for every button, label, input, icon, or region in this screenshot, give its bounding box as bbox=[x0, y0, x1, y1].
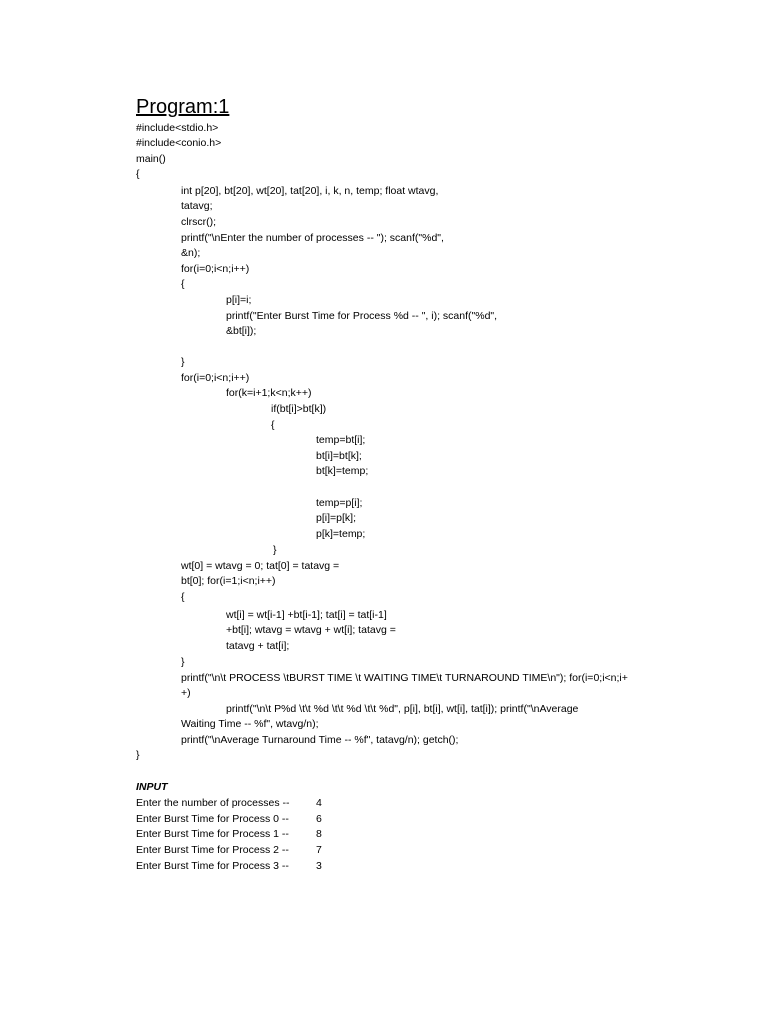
code-line: clrscr(); bbox=[181, 216, 216, 228]
input-row-value: 8 bbox=[316, 828, 322, 840]
code-line: #include<stdio.h> bbox=[136, 122, 219, 134]
code-line: p[i]=i; bbox=[226, 294, 252, 306]
code-line: main() bbox=[136, 153, 166, 165]
code-line: tatavg; bbox=[181, 200, 213, 212]
input-row-value: 3 bbox=[316, 860, 322, 872]
code-line: } bbox=[181, 356, 185, 368]
code-line: temp=p[i]; bbox=[316, 497, 363, 509]
code-line: +) bbox=[181, 687, 191, 699]
code-line: { bbox=[271, 419, 275, 431]
code-line: { bbox=[181, 591, 185, 603]
code-line: #include<conio.h> bbox=[136, 137, 222, 149]
code-line: for(i=0;i<n;i++) bbox=[181, 263, 250, 275]
code-line: &n); bbox=[181, 247, 201, 259]
code-line: +bt[i]; wtavg = wtavg + wt[i]; tatavg = bbox=[226, 624, 396, 636]
code-line: tatavg + tat[i]; bbox=[226, 640, 290, 652]
code-line: bt[k]=temp; bbox=[316, 465, 369, 477]
input-row-label: Enter Burst Time for Process 2 -- bbox=[136, 844, 289, 856]
code-line: } bbox=[136, 749, 140, 761]
input-row-label: Enter Burst Time for Process 0 -- bbox=[136, 813, 289, 825]
input-row-label: Enter Burst Time for Process 3 -- bbox=[136, 860, 289, 872]
code-line: } bbox=[181, 656, 185, 668]
code-line: printf("\nEnter the number of processes -- "); scanf("%d", bbox=[181, 232, 444, 244]
code-line: temp=bt[i]; bbox=[316, 434, 366, 446]
input-row-value: 7 bbox=[316, 844, 322, 856]
code-line: for(i=0;i<n;i++) bbox=[181, 372, 250, 384]
code-line: Waiting Time -- %f", wtavg/n); bbox=[181, 718, 319, 730]
code-line: { bbox=[136, 168, 140, 180]
code-line: if(bt[i]>bt[k]) bbox=[271, 403, 327, 415]
code-line: &bt[i]); bbox=[226, 325, 257, 337]
code-line: for(k=i+1;k<n;k++) bbox=[226, 387, 312, 399]
code-line: wt[i] = wt[i-1] +bt[i-1]; tat[i] = tat[i-1] bbox=[226, 609, 387, 621]
code-line: printf("Enter Burst Time for Process %d -- ", i); scanf("%d", bbox=[226, 310, 498, 322]
code-line: } bbox=[273, 544, 277, 556]
code-line: int p[20], bt[20], wt[20], tat[20], i, k, n, temp; float wtavg, bbox=[181, 185, 439, 197]
code-line: printf("\n\t P%d \t\t %d \t\t %d \t\t %d", p[i], bt[i], wt[i], tat[i]); printf("\nAverage bbox=[226, 703, 579, 715]
input-row-value: 6 bbox=[316, 813, 322, 825]
input-row-label: Enter the number of processes -- bbox=[136, 797, 290, 809]
code-line: printf("\n\t PROCESS \tBURST TIME \t WAITING TIME\t TURNAROUND TIME\n"); for(i=0;i<n;i+ bbox=[181, 672, 628, 684]
code-line: { bbox=[181, 278, 185, 290]
code-line: p[i]=p[k]; bbox=[316, 512, 356, 524]
code-line: p[k]=temp; bbox=[316, 528, 366, 540]
code-line: bt[0]; for(i=1;i<n;i++) bbox=[181, 575, 276, 587]
input-row-value: 4 bbox=[316, 797, 322, 809]
input-row-label: Enter Burst Time for Process 1 -- bbox=[136, 828, 289, 840]
code-line: printf("\nAverage Turnaround Time -- %f", tatavg/n); getch(); bbox=[181, 734, 459, 746]
code-line: wt[0] = wtavg = 0; tat[0] = tatavg = bbox=[181, 560, 340, 572]
program-title: Program:1 bbox=[136, 96, 230, 118]
code-line: bt[i]=bt[k]; bbox=[316, 450, 362, 462]
input-heading: INPUT bbox=[136, 781, 168, 793]
